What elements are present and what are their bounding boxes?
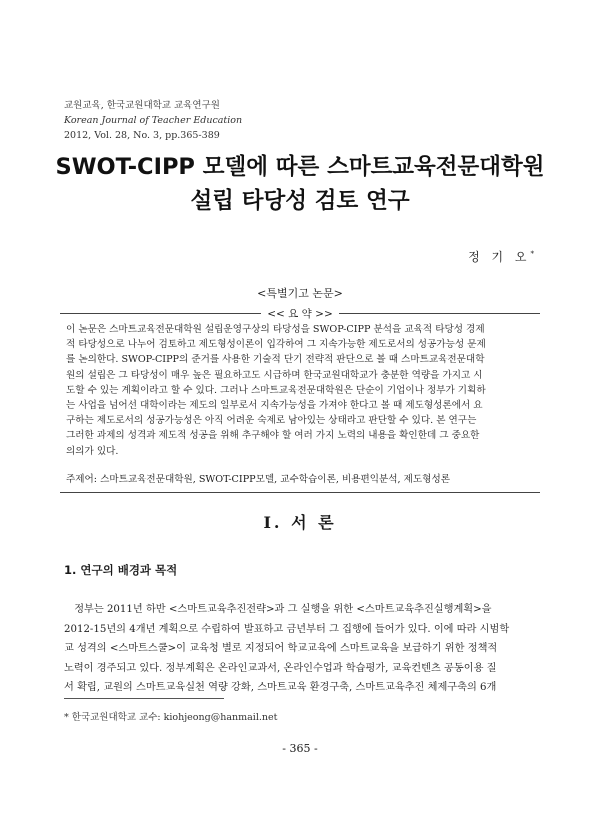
abstract-line: 적 타당성으로 나누어 검토하고 제도형성이론이 입각하여 그 지속가능한 제도로서의 성공가능성 문제 [66, 339, 486, 351]
abstract-line: 이 논문은 스마트교육전문대학원 설립운영구상의 타당성을 SWOP-CIPP 분석을 교육적 타당성 경제 [66, 324, 485, 335]
title-line-2: 설립 타당성 검토 연구 [190, 188, 410, 214]
abstract-line: 그러한 과제의 성격과 제도적 성공을 위해 추구해야 할 여러 가지 노력의 내용을 확인한데 그 중요한 [66, 430, 480, 442]
author-name: 정 기 오 [468, 250, 531, 264]
abstract-text [66, 322, 536, 459]
footnote: * 한국교원대학교 교수: kiohjeong@hanmail.net [64, 712, 278, 723]
journal-english-title: Korean Journal of Teacher Education [64, 115, 243, 126]
abstract-line: 는 사업을 넘어선 대학이라는 제도의 일부로서 지속가능성을 가져야 한다고 볼 때 제도형성론에서 요 [66, 400, 483, 412]
abstract-line: 구하는 제도로서의 성공가능성은 아직 어려운 숙제로 남아있는 상태라고 판단할 수 있다. 본 연구는 [66, 415, 477, 427]
abstract-rule-left [60, 313, 261, 314]
footnote-divider [64, 698, 224, 699]
subsection-heading: 1. 연구의 배경과 목적 [64, 563, 178, 577]
abstract-line: 를 논의한다. SWOP-CIPP의 준거를 사용한 기술적 단기 전략적 판단으로 볼 때 스마트교육전문대학 [66, 354, 485, 366]
keywords: 주제어: 스마트교육전문대학원, SWOT-CIPP모델, 교수학습이론, 비용편익분석, 제도형성론 [66, 474, 450, 485]
section-heading-introduction: Ⅰ. 서 론 [263, 513, 337, 532]
abstract-line: 의의가 있다. [66, 445, 119, 457]
journal-info [64, 98, 242, 143]
author [468, 248, 534, 265]
abstract-label: << 요 약 >> [267, 308, 333, 320]
page-number: - 365 - [282, 742, 318, 755]
title-line-1: SWOT-CIPP 모델에 따른 스마트교육전문대학원 [55, 154, 545, 180]
special-article-label: <특별기고 논문> [257, 287, 343, 300]
body-line: 교 성격의 <스마트스쿨>이 교육청 별로 지정되어 학교교육에 스마트교육을 보급하기 위한 정책적 [64, 643, 498, 654]
keywords-divider [60, 492, 540, 493]
body-line: 2012-15년의 4개년 계획으로 수립하여 발표하고 금년부터 그 집행에 들어가 있다. 이에 따라 시범학 [64, 623, 510, 635]
paper-title [0, 150, 600, 218]
abstract-line: 원의 설립은 그 타당성이 매우 높은 필요하고도 시급하며 한국교원대학교가 충분한 역량을 가지고 시 [66, 369, 483, 381]
abstract-line: 도할 수 있는 계획이라고 할 수 있다. 그러나 스마트교육전문대학원은 단순이 기업이나 정부가 기획하 [66, 384, 486, 396]
body-line: 노력이 경주되고 있다. 정부계획은 온라인교과서, 온라인수업과 학습평가, 교육컨텐츠 공동이용 질 [64, 662, 497, 674]
journal-korean-title: 교원교육, 한국교원대학교 교육연구원 [64, 100, 220, 111]
body-paragraph [64, 600, 536, 698]
journal-citation: 2012, Vol. 28, No. 3, pp.365-389 [64, 130, 220, 141]
author-footnote-mark: * [530, 250, 534, 258]
abstract-header [60, 306, 540, 321]
body-line: 서 확립, 교원의 스마트교육실천 역량 강화, 스마트교육 환경구축, 스마트교육추진 체제구축의 6개 [64, 682, 497, 693]
abstract-rule-right [339, 313, 540, 314]
body-line: 정부는 2011년 하반 <스마트교육추진전략>과 그 실행을 위한 <스마트교육추진실행계획>을 [74, 604, 492, 615]
